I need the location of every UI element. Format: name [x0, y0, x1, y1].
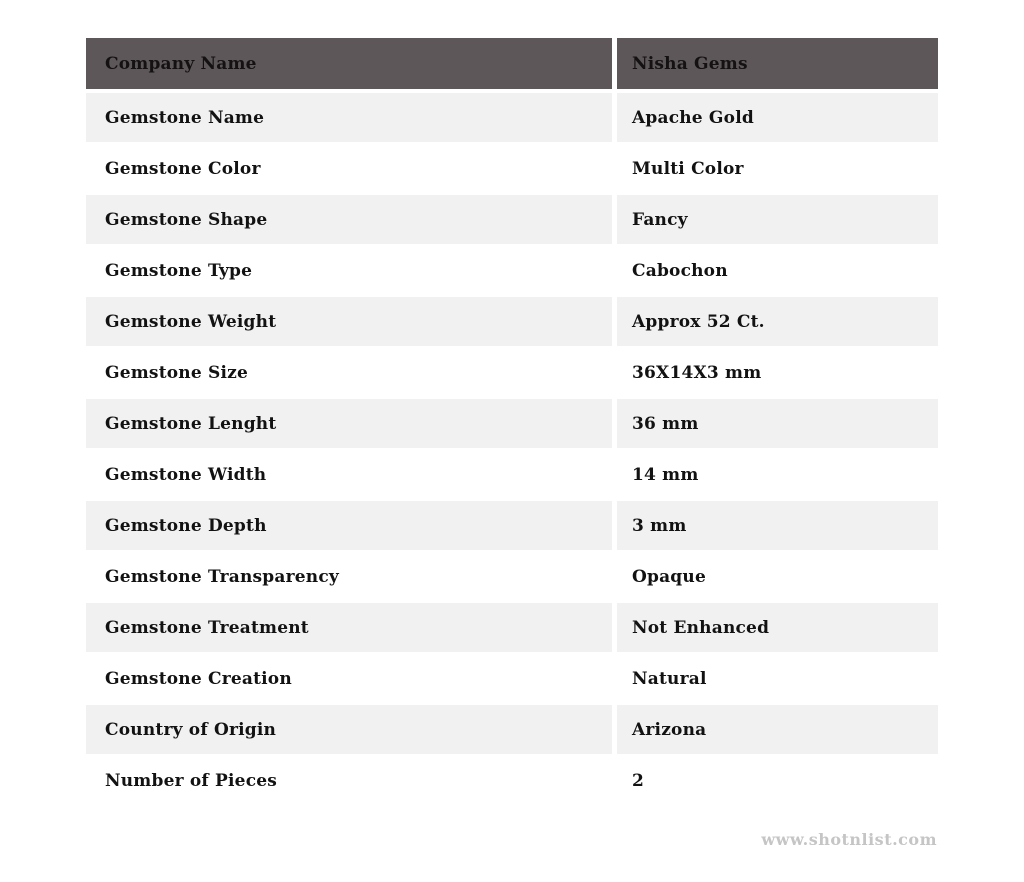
spec-label-cell: Gemstone Type — [86, 246, 612, 295]
table-row — [86, 756, 938, 805]
table-row — [86, 144, 938, 193]
spec-label-cell: Gemstone Lenght — [86, 399, 612, 448]
header-value-cell: Nisha Gems — [617, 38, 938, 89]
spec-label-cell: Number of Pieces — [86, 756, 612, 805]
spec-value-cell: Arizona — [617, 705, 938, 754]
table-header-row — [86, 38, 938, 89]
table-row — [86, 348, 938, 397]
header-label-cell: Company Name — [86, 38, 612, 89]
spec-label-cell: Gemstone Size — [86, 348, 612, 397]
spec-label-cell: Gemstone Width — [86, 450, 612, 499]
table-row — [86, 93, 938, 142]
spec-value-cell: Opaque — [617, 552, 938, 601]
spec-label-cell: Gemstone Depth — [86, 501, 612, 550]
spec-label-cell: Gemstone Shape — [86, 195, 612, 244]
table-row — [86, 399, 938, 448]
spec-value-cell: 36 mm — [617, 399, 938, 448]
table-row — [86, 705, 938, 754]
spec-label-cell: Gemstone Name — [86, 93, 612, 142]
table-row — [86, 654, 938, 703]
spec-table — [86, 38, 938, 807]
spec-value-cell: Apache Gold — [617, 93, 938, 142]
table-row — [86, 552, 938, 601]
table-row — [86, 195, 938, 244]
spec-value-cell: 36X14X3 mm — [617, 348, 938, 397]
spec-value-cell: Natural — [617, 654, 938, 703]
spec-label-cell: Gemstone Transparency — [86, 552, 612, 601]
table-row — [86, 297, 938, 346]
spec-label-cell: Gemstone Creation — [86, 654, 612, 703]
spec-value-cell: 3 mm — [617, 501, 938, 550]
spec-value-cell: Multi Color — [617, 144, 938, 193]
table-row — [86, 246, 938, 295]
spec-value-cell: Not Enhanced — [617, 603, 938, 652]
spec-label-cell: Gemstone Weight — [86, 297, 612, 346]
spec-label-cell: Gemstone Color — [86, 144, 612, 193]
spec-value-cell: 2 — [617, 756, 938, 805]
watermark-text: www.shotnlist.com — [761, 830, 937, 849]
spec-label-cell: Gemstone Treatment — [86, 603, 612, 652]
table-row — [86, 501, 938, 550]
spec-value-cell: Approx 52 Ct. — [617, 297, 938, 346]
table-row — [86, 603, 938, 652]
spec-value-cell: Cabochon — [617, 246, 938, 295]
spec-value-cell: 14 mm — [617, 450, 938, 499]
table-row — [86, 450, 938, 499]
spec-value-cell: Fancy — [617, 195, 938, 244]
spec-label-cell: Country of Origin — [86, 705, 612, 754]
